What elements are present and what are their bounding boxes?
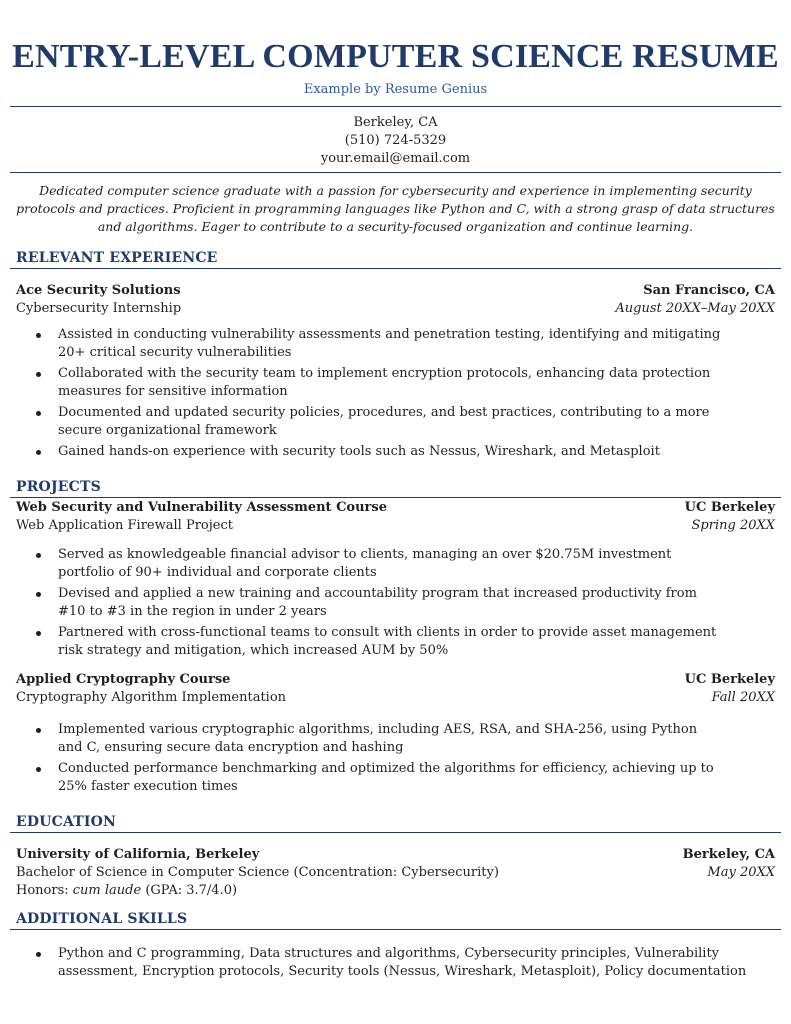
honors-label: Honors: bbox=[16, 883, 69, 898]
list-item bbox=[36, 760, 721, 796]
section-title-skills: ADDITIONAL SKILLS bbox=[16, 911, 188, 927]
education-degree-row bbox=[16, 864, 775, 882]
section-title-experience: RELEVANT EXPERIENCE bbox=[16, 250, 218, 266]
project-2-term: Fall 20XX bbox=[711, 690, 775, 705]
project-2-bullet-list bbox=[36, 721, 721, 799]
bullet-icon bbox=[36, 952, 41, 957]
bullet-icon bbox=[36, 450, 41, 455]
bullet-text: Conducted performance benchmarking and optimized the algorithms for efficiency, achieving up to 25% faster execution times bbox=[58, 761, 714, 794]
list-item bbox=[36, 404, 721, 440]
resume-subtitle: Example by Resume Genius bbox=[303, 82, 488, 97]
project-2-title-row bbox=[16, 689, 775, 707]
education-date: May 20XX bbox=[707, 865, 775, 880]
experience-location: San Francisco, CA bbox=[643, 283, 775, 298]
header-divider-top bbox=[10, 106, 781, 107]
list-item bbox=[36, 624, 721, 660]
project-2-course: Applied Cryptography Course bbox=[16, 672, 231, 687]
project-1-header-row bbox=[16, 499, 775, 517]
honors-value: cum laude bbox=[72, 883, 142, 898]
summary-paragraph: Dedicated computer science graduate with a passion for cybersecurity and experience in implementing security protocols and practices. Proficient in programming languages like Python and C, with a strong grasp of data structures and algorithms. Eager to contribute to a security-focused organization and continue learning. bbox=[16, 183, 775, 234]
bullet-icon bbox=[36, 411, 41, 416]
section-title-projects: PROJECTS bbox=[16, 479, 101, 495]
header-divider-bottom bbox=[10, 172, 781, 173]
bullet-text: Devised and applied a new training and accountability program that increased productivity from #10 to #3 in the region in under 2 years bbox=[58, 586, 697, 619]
education-header-row bbox=[16, 846, 775, 864]
project-2-school: UC Berkeley bbox=[684, 672, 775, 687]
project-2-header-row bbox=[16, 671, 775, 689]
honors-gpa: (GPA: 3.7/4.0) bbox=[145, 883, 238, 898]
project-1-title-row bbox=[16, 517, 775, 535]
project-1-term: Spring 20XX bbox=[691, 518, 775, 533]
list-item bbox=[36, 721, 721, 757]
bullet-icon bbox=[36, 553, 41, 558]
section-title-education: EDUCATION bbox=[16, 814, 117, 830]
bullet-icon bbox=[36, 372, 41, 377]
education-degree: Bachelor of Science in Computer Science (Concentration: Cybersecurity) bbox=[16, 865, 499, 880]
bullet-icon bbox=[36, 592, 41, 597]
section-divider-projects bbox=[10, 497, 781, 498]
list-item bbox=[36, 365, 721, 401]
education-school: University of California, Berkeley bbox=[16, 847, 260, 862]
contact-location: Berkeley, CA bbox=[353, 115, 438, 130]
list-item bbox=[36, 945, 751, 981]
project-1-title: Web Application Firewall Project bbox=[16, 518, 233, 533]
experience-header-row bbox=[16, 282, 775, 300]
bullet-text: Assisted in conducting vulnerability assessments and penetration testing, identifying and mitigating 20+ critical security vulnerabilities bbox=[58, 327, 721, 360]
section-divider-skills bbox=[10, 929, 781, 930]
bullet-text: Collaborated with the security team to implement encryption protocols, enhancing data protection measures for sensitive information bbox=[58, 366, 711, 399]
bullet-text: Documented and updated security policies, procedures, and best practices, contributing to a more secure organizational framework bbox=[58, 405, 710, 438]
experience-company: Ace Security Solutions bbox=[16, 283, 181, 298]
bullet-text: Served as knowledgeable financial advisor to clients, managing an over $20.75M investment portfolio of 90+ individual and corporate clients bbox=[58, 547, 672, 580]
contact-phone: (510) 724-5329 bbox=[344, 133, 447, 148]
project-1-bullet-list bbox=[36, 546, 721, 663]
experience-role: Cybersecurity Internship bbox=[16, 301, 182, 316]
experience-dates: August 20XX–May 20XX bbox=[615, 301, 775, 316]
list-item bbox=[36, 443, 721, 461]
list-item bbox=[36, 326, 721, 362]
skills-bullet-list bbox=[36, 945, 751, 984]
contact-block bbox=[0, 114, 791, 168]
education-location: Berkeley, CA bbox=[682, 847, 775, 862]
resume-title: ENTRY-LEVEL COMPUTER SCIENCE RESUME bbox=[12, 38, 779, 75]
contact-email: your.email@email.com bbox=[320, 151, 471, 166]
education-honors bbox=[16, 882, 237, 900]
bullet-text: Implemented various cryptographic algorithms, including AES, RSA, and SHA-256, using Python and C, ensuring secure data encryption and hashing bbox=[58, 722, 698, 755]
bullet-icon bbox=[36, 631, 41, 636]
section-divider-experience bbox=[10, 268, 781, 269]
list-item bbox=[36, 585, 721, 621]
project-1-course: Web Security and Vulnerability Assessment Course bbox=[16, 500, 387, 515]
bullet-text: Partnered with cross-functional teams to consult with clients in order to provide asset management risk strategy and mitigation, which increased AUM by 50% bbox=[58, 625, 717, 658]
bullet-icon bbox=[36, 728, 41, 733]
project-1-school: UC Berkeley bbox=[684, 500, 775, 515]
experience-bullet-list bbox=[36, 326, 721, 464]
list-item bbox=[36, 546, 721, 582]
bullet-text: Python and C programming, Data structures and algorithms, Cybersecurity principles, Vulnerability assessment, Encryption protocols, Security tools (Nessus, Wireshark, Metasploit), Policy documentation bbox=[58, 946, 747, 979]
bullet-icon bbox=[36, 767, 41, 772]
section-divider-education bbox=[10, 832, 781, 833]
bullet-text: Gained hands-on experience with security tools such as Nessus, Wireshark, and Metasploit bbox=[58, 444, 660, 459]
project-2-title: Cryptography Algorithm Implementation bbox=[16, 690, 287, 705]
bullet-icon bbox=[36, 333, 41, 338]
experience-role-row bbox=[16, 300, 775, 318]
